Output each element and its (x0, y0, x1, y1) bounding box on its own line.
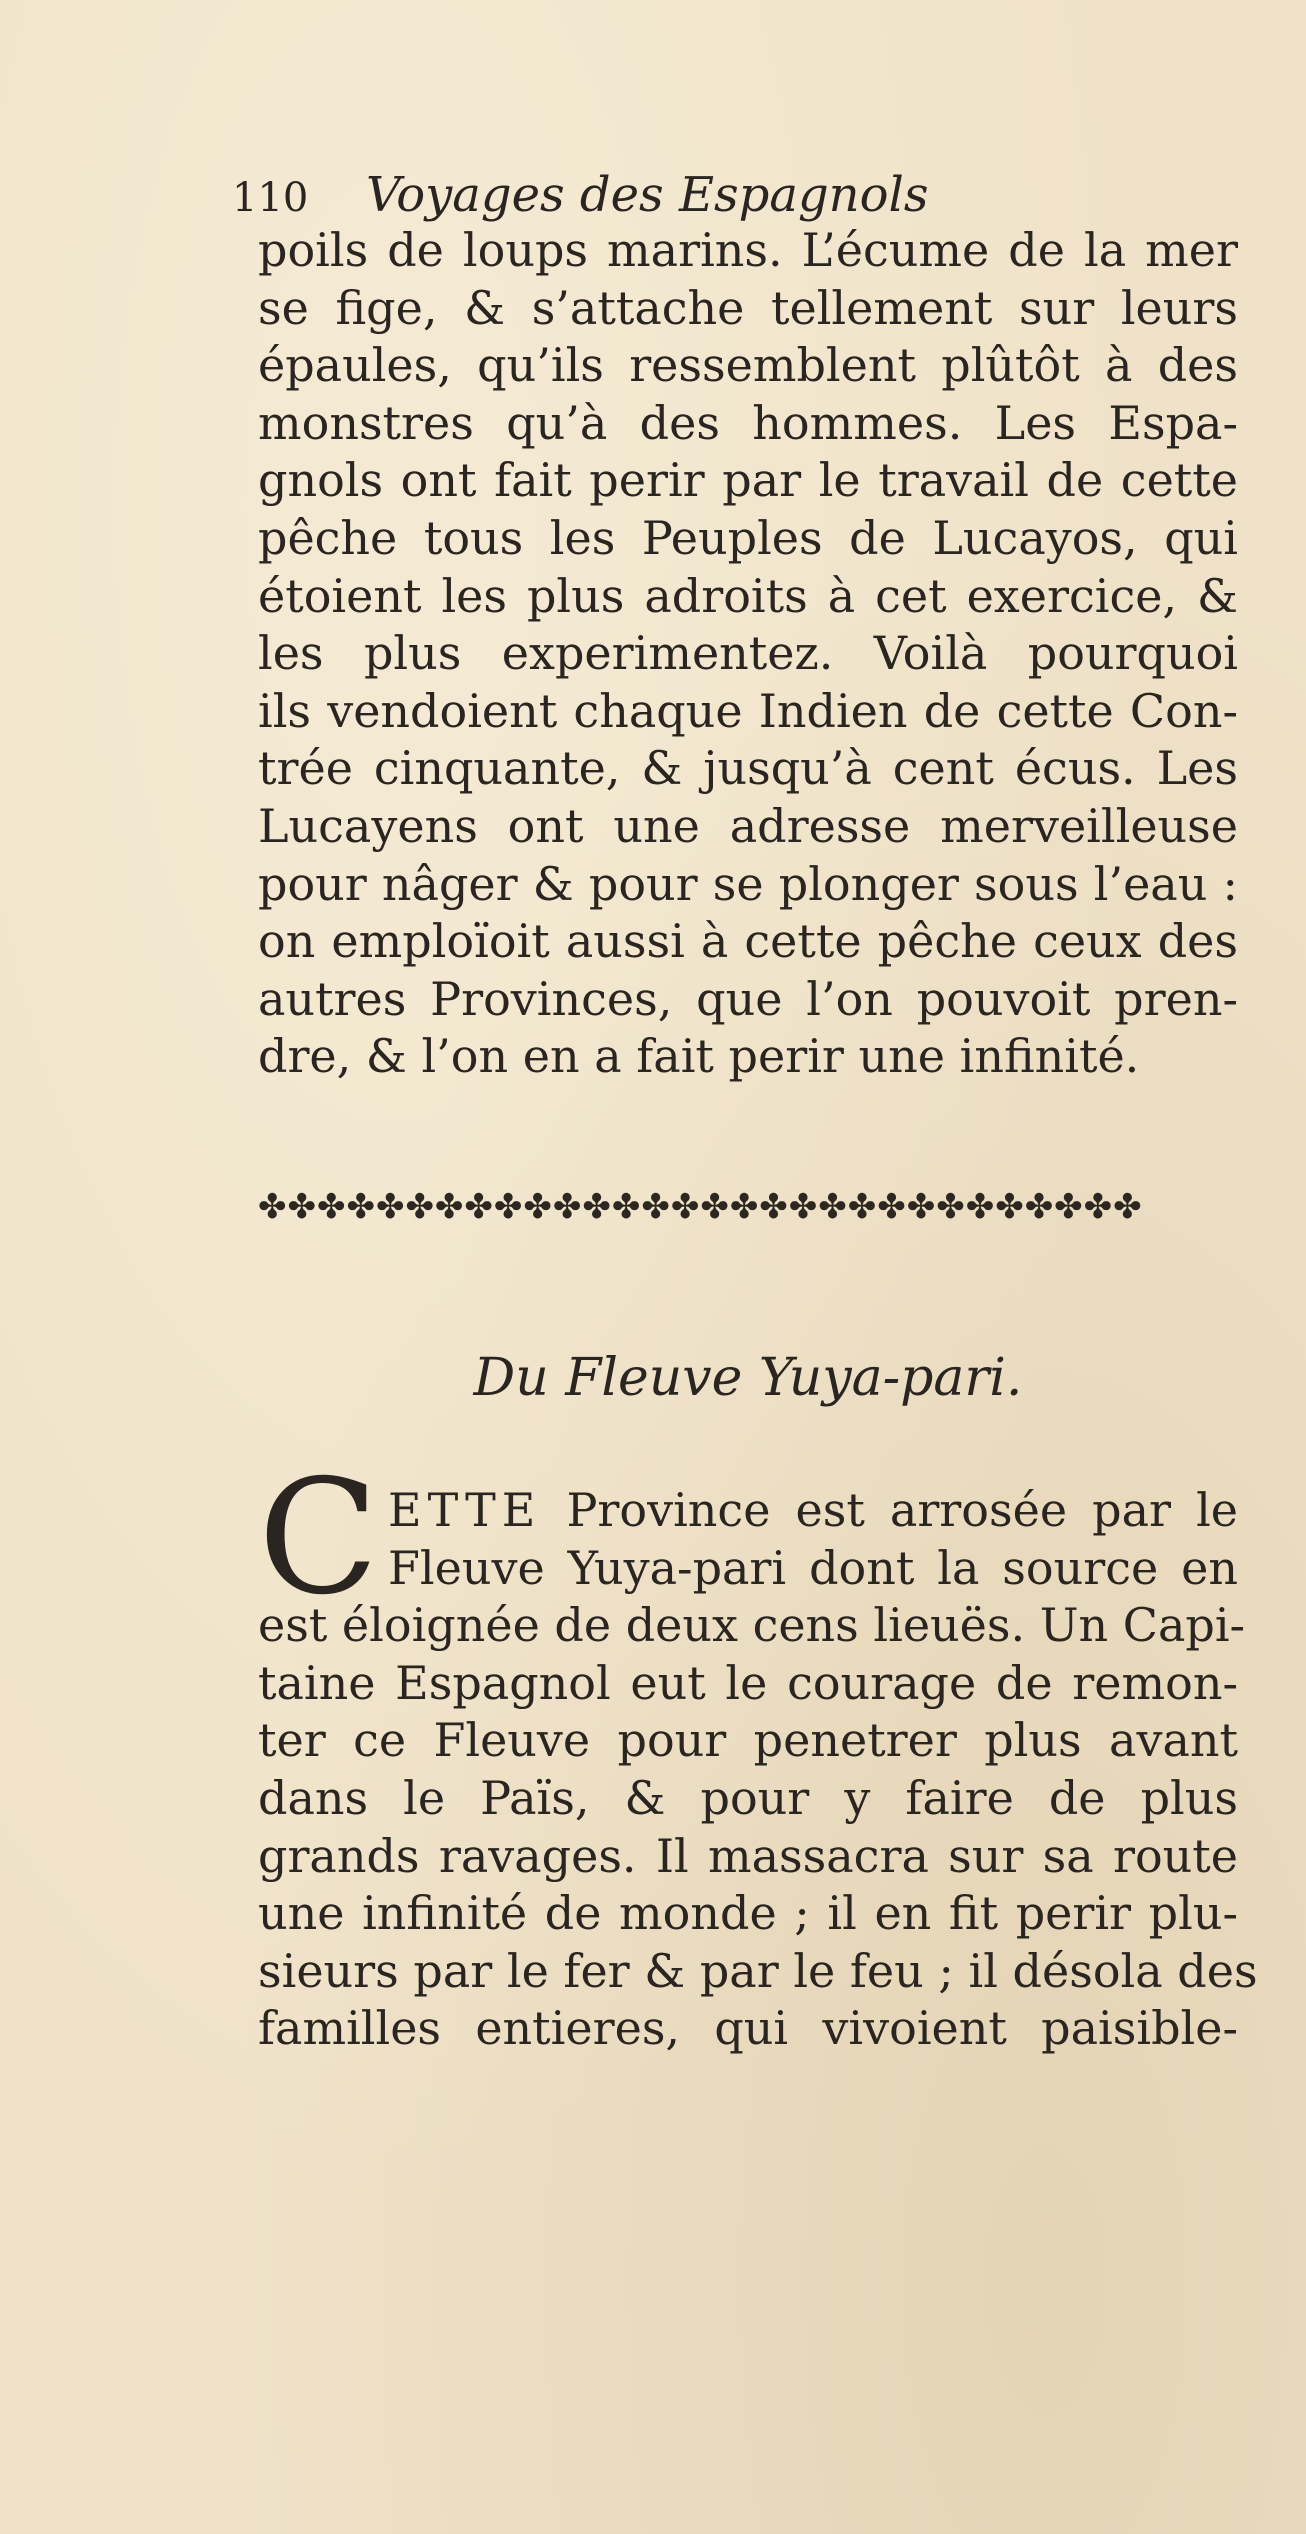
text-line: poils de loups marins. L’écume de la mer (258, 223, 1238, 277)
text-line: taine Espagnol eut le courage de remon- (258, 1655, 1238, 1710)
text-line: se fige, & s’attache tellement sur leurs (258, 280, 1238, 335)
page-number: 110 (232, 175, 309, 221)
first-line-rest: Province est arrosée par le (566, 1483, 1238, 1537)
text-line: pour nâger & pour se plonger sous l’eau : (258, 856, 1238, 911)
text-line: familles entieres, qui vivoient paisible- (258, 2001, 1238, 2056)
drop-cap: C (258, 1446, 379, 1630)
text-line: une infinité de monde ; il en fit perir plu- (258, 1886, 1238, 1941)
text-line: autres Provinces, que l’on pouvoit pren- (258, 971, 1238, 1026)
text-line: gnols ont fait perir par le travail de cette (258, 453, 1238, 508)
text-line: ter ce Fleuve pour penetrer plus avant (258, 1713, 1238, 1768)
ornament-divider: ✤✤✤✤✤✤✤✤✤✤✤✤✤✤✤✤✤✤✤✤✤✤✤✤✤✤✤✤✤✤ (258, 1187, 1143, 1227)
running-title: Voyages des Espagnols (366, 167, 929, 223)
text-line: on emploïoit aussi à cette pêche ceux des (258, 914, 1238, 969)
text-line: trée cinquante, & jusqu’à cent écus. Les (258, 741, 1238, 796)
paragraph-1 (258, 222, 1238, 1086)
text-line: est éloignée de deux cens lieuës. Un Capi- (258, 1598, 1246, 1653)
text-line: pêche tous les Peuples de Lucayos, qui (258, 510, 1238, 565)
text-line: grands ravages. Il massacra sur sa route (258, 1828, 1238, 1883)
text-line: dans le Païs, & pour y faire de plus (258, 1770, 1238, 1825)
section-title: Du Fleuve Yuya-pari. (473, 1348, 1023, 1408)
text-line: ils vendoient chaque Indien de cette Con- (258, 683, 1238, 738)
text-line: Fleuve Yuya-pari dont la source en (388, 1540, 1238, 1595)
text-line: dre, & l’on en a fait perir une infinité. (258, 1029, 1140, 1084)
paragraph-2 (258, 1482, 1258, 2058)
text-line: les plus experimentez. Voilà pourquoi (258, 626, 1238, 681)
text-line: épaules, qu’ils ressemblent plûtôt à des (258, 338, 1238, 393)
page-header (232, 160, 1052, 230)
text-line: Lucayens ont une adresse merveilleuse (258, 798, 1238, 853)
text-line: étoient les plus adroits à cet exercice, & (258, 568, 1238, 623)
text-line: monstres qu’à des hommes. Les Espa- (258, 395, 1238, 450)
text-line-first (388, 1482, 1238, 1540)
first-word-rest: ETTE (388, 1483, 542, 1537)
text-line: sieurs par le fer & par le feu ; il désola des (258, 1943, 1258, 1998)
